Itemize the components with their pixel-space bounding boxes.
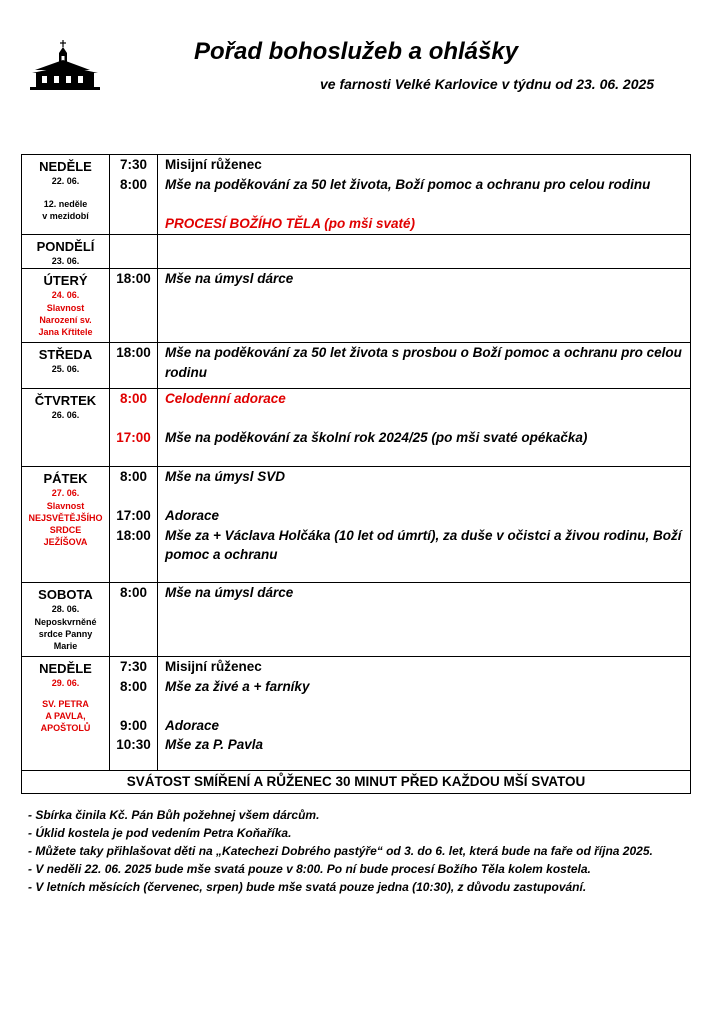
day-cell [22, 389, 110, 467]
event-cell [158, 657, 691, 771]
day-date: 22. 06. [51, 176, 80, 186]
event-text: Mše za živé a + farníky [165, 678, 310, 694]
day-row-sunday-29 [22, 657, 691, 771]
time-slot: 8:00 [119, 469, 148, 484]
time-slot: 17:00 [116, 508, 151, 523]
schedule-table [21, 154, 691, 794]
day-row-monday-23 [22, 235, 691, 269]
time-cell [110, 583, 158, 657]
day-row-wednesday-25 [22, 343, 691, 389]
event-text: Misijní růženec [165, 659, 262, 674]
time-slot: 8:00 [119, 391, 148, 406]
day-date: 28. 06. [51, 604, 80, 614]
day-note: SV. PETRA A PAVLA, APOŠTOLŮ [40, 699, 91, 733]
day-cell [22, 657, 110, 771]
event-text: Mše na poděkování za 50 let života s prosbou o Boží pomoc a ochranu pro celou rodinu [165, 345, 682, 380]
day-cell [22, 467, 110, 583]
event-cell [158, 155, 691, 235]
announcements [28, 806, 696, 896]
day-name: ČTVRTEK [34, 393, 97, 408]
time-cell [110, 343, 158, 389]
announcement-item: - V letních měsících (červenec, srpen) bude mše svatá pouze jedna (10:30), z důvodu zastupování. [28, 880, 587, 894]
day-row-thursday-26 [22, 389, 691, 467]
day-note: Neposkvrněné srdce Panny Marie [34, 617, 97, 651]
announcement-item: - Můžete taky přihlašovat děti na „Katechezi Dobrého pastýře“ od 3. do 6. let, která bude na faře od října 2025. [28, 844, 653, 858]
day-name: NEDĚLE [39, 661, 92, 676]
announcement-item: - V neděli 22. 06. 2025 bude mše svatá pouze v 8:00. Po ní bude procesí Božího Těla kolem kostela. [28, 862, 591, 876]
event-text: Celodenní adorace [165, 391, 286, 406]
time-slot: 10:30 [116, 737, 151, 752]
day-name: PÁTEK [43, 471, 88, 486]
time-cell [110, 235, 158, 269]
event-cell [158, 343, 691, 389]
day-name: STŘEDA [38, 347, 93, 362]
page-title: Pořad bohoslužeb a ohlášky [194, 38, 519, 65]
time-slot: 17:00 [116, 430, 151, 445]
event-text: Mše za P. Pavla [165, 737, 264, 752]
day-name: NEDĚLE [39, 159, 92, 174]
time-slot: 8:00 [119, 176, 148, 192]
day-row-friday-27 [22, 467, 691, 583]
day-cell [22, 155, 110, 235]
day-date: 25. 06. [51, 364, 80, 374]
announcement-item: - Úklid kostela je pod vedením Petra Koňaříka. [28, 826, 292, 840]
event-cell [158, 269, 691, 343]
time-slot: 7:30 [119, 659, 148, 674]
day-note: 12. neděle v mezidobí [42, 199, 89, 221]
event-text: Mše na úmysl SVD [165, 469, 286, 484]
church-icon [30, 40, 100, 90]
event-text: Mše na poděkování za 50 let života, Boží pomoc a ochranu pro celou rodinu [165, 176, 651, 192]
event-text: Mše na úmysl dárce [165, 585, 294, 600]
confession-row [22, 771, 691, 794]
day-note: Slavnost NEJSVĚTĚJŠÍHO SRDCE JEŽÍŠOVA [28, 501, 103, 547]
day-row-saturday-28 [22, 583, 691, 657]
event-text: Misijní růženec [165, 157, 262, 172]
event-cell [158, 467, 691, 583]
day-date: 29. 06. [51, 678, 80, 688]
time-cell [110, 389, 158, 467]
day-cell [22, 583, 110, 657]
time-slot: 18:00 [116, 271, 151, 286]
announcement-item: - Sbírka činila Kč. Pán Bůh požehnej všem dárcům. [28, 808, 320, 822]
event-text: PROCESÍ BOŽÍHO TĚLA (po mši svaté) [165, 215, 416, 231]
time-slot: 9:00 [119, 717, 148, 733]
event-text: Mše na úmysl dárce [165, 271, 294, 286]
event-cell [158, 583, 691, 657]
day-note: Slavnost Narození sv. Jana Křtitele [38, 303, 93, 337]
event-text: Adorace [165, 508, 220, 523]
day-date: 24. 06. [51, 290, 80, 300]
confession-note: SVÁTOST SMÍŘENÍ A RŮŽENEC 30 MINUT PŘED KAŽDOU MŠÍ SVATOU [22, 771, 691, 794]
day-row-sunday-22 [22, 155, 691, 235]
day-name: ÚTERÝ [43, 273, 88, 288]
day-name: PONDĚLÍ [36, 239, 95, 254]
event-text: Mše za + Václava Holčáka (10 let od úmrtí), za duše v očistci a živou rodinu, Boží pomoc a ochranu [165, 527, 682, 562]
day-date: 23. 06. [51, 256, 80, 266]
day-date: 27. 06. [51, 488, 80, 498]
day-cell [22, 269, 110, 343]
day-cell [22, 343, 110, 389]
page-subtitle: ve farnosti Velké Karlovice v týdnu od 23. 06. 2025 [320, 76, 655, 92]
event-cell [158, 389, 691, 467]
time-slot: 7:30 [119, 157, 148, 172]
event-text: Adorace [165, 717, 220, 733]
time-slot: 18:00 [116, 527, 151, 543]
day-cell [22, 235, 110, 269]
day-name: SOBOTA [38, 587, 93, 602]
time-cell [110, 155, 158, 235]
event-cell [158, 235, 691, 269]
time-slot: 18:00 [116, 345, 151, 360]
time-slot: 8:00 [119, 678, 148, 694]
event-text: Mše na poděkování za školní rok 2024/25 (po mši svaté opékačka) [165, 430, 588, 445]
time-cell [110, 657, 158, 771]
day-row-tuesday-24 [22, 269, 691, 343]
time-slot: 8:00 [119, 585, 148, 600]
time-cell [110, 269, 158, 343]
time-cell [110, 467, 158, 583]
day-date: 26. 06. [51, 410, 80, 420]
